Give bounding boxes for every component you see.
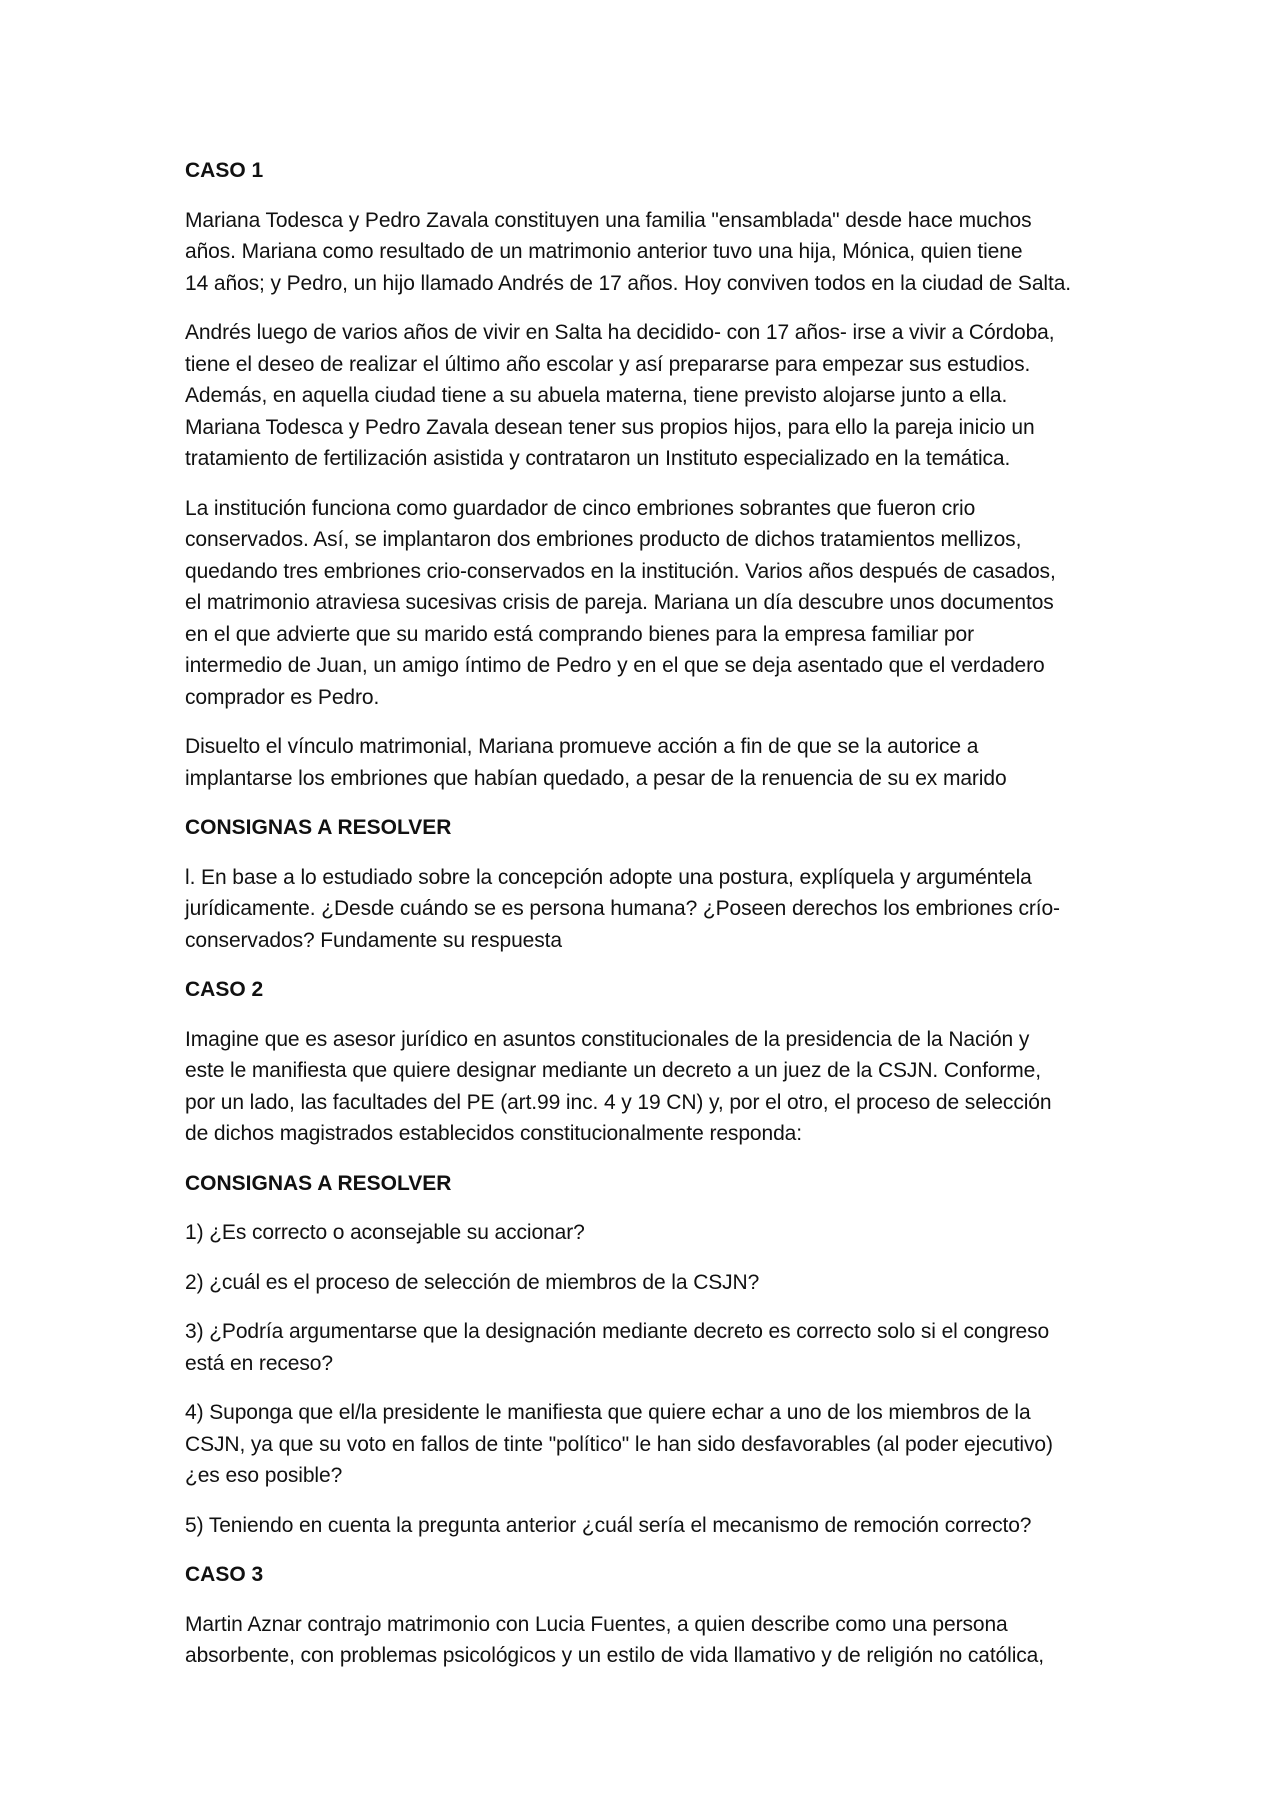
text-line: jurídicamente. ¿Desde cuándo se es persona humana? ¿Poseen derechos los embriones crío- xyxy=(185,897,1060,920)
case1-paragraph-4 xyxy=(185,731,1105,794)
text-line: este le manifiesta que quiere designar mediante un decreto a un juez de la CSJN. Conforme, xyxy=(185,1059,1041,1082)
text-line: Imagine que es asesor jurídico en asuntos constitucionales de la presidencia de la Nación y xyxy=(185,1027,1030,1051)
text-line: absorbente, con problemas psicológicos y un estilo de vida llamativo y de religión no católica, xyxy=(185,1644,1044,1667)
text-line: tratamiento de fertilización asistida y contrataron un Instituto especializado en la temática. xyxy=(185,447,1011,470)
text-line: Mariana Todesca y Pedro Zavala desean tener sus propios hijos, para ello la pareja inicio un xyxy=(185,415,1035,439)
case2-paragraph-1 xyxy=(185,1024,1105,1150)
text-line: implantarse los embriones que habían quedado, a pesar de la renuencia de su ex marido xyxy=(185,766,1007,790)
text-line: ¿es eso posible? xyxy=(185,1464,343,1487)
text-line: años. Mariana como resultado de un matrimonio anterior tuvo una hija, Mónica, quien tiene xyxy=(185,240,1023,263)
text-line: 5) Teniendo en cuenta la pregunta anterior ¿cuál sería el mecanismo de remoción correcto? xyxy=(185,1513,1032,1537)
text-line: tiene el deseo de realizar el último año escolar y así prepararse para empezar sus estudios. xyxy=(185,352,1031,376)
text-line: Martin Aznar contrajo matrimonio con Lucia Fuentes, a quien describe como una persona xyxy=(185,1612,1008,1636)
case2-question-1 xyxy=(185,1217,1105,1249)
text-line: 3) ¿Podría argumentarse que la designación mediante decreto es correcto solo si el congreso xyxy=(185,1320,1050,1343)
text-line: CSJN, ya que su voto en fallos de tinte "político" le han sido desfavorables (al poder ejecutivo) xyxy=(185,1432,1053,1456)
case3-paragraph-1 xyxy=(185,1609,1105,1672)
case1-paragraph-1 xyxy=(185,205,1105,300)
text-line: La institución funciona como guardador de cinco embriones sobrantes que fueron crio xyxy=(185,496,976,520)
text-line: 4) Suponga que el/la presidente le manifiesta que quiere echar a uno de los miembros de la xyxy=(185,1401,1031,1424)
text-line: Andrés luego de varios años de vivir en Salta ha decidido- con 17 años- irse a vivir a Córdoba, xyxy=(185,321,1055,344)
text-line: en el que advierte que su marido está comprando bienes para la empresa familiar por xyxy=(185,622,974,646)
case3-title: CASO 3 xyxy=(185,1563,264,1586)
text-line: 14 años; y Pedro, un hijo llamado Andrés de 17 años. Hoy conviven todos en la ciudad de Salta. xyxy=(185,271,1072,295)
case2-question-2 xyxy=(185,1267,1105,1299)
text-line: Mariana Todesca y Pedro Zavala constituyen una familia "ensamblada" desde hace muchos xyxy=(185,208,1032,232)
case1-consigna-1 xyxy=(185,862,1105,957)
text-line: Además, en aquella ciudad tiene a su abuela materna, tiene previsto alojarse junto a ella. xyxy=(185,384,1008,407)
case1-title: CASO 1 xyxy=(185,159,264,182)
case2-consignas-title: CONSIGNAS A RESOLVER xyxy=(185,1171,452,1195)
text-line: está en receso? xyxy=(185,1351,333,1375)
text-line: intermedio de Juan, un amigo íntimo de Pedro y en el que se deja asentado que el verdadero xyxy=(185,654,1045,677)
case1-consignas-title: CONSIGNAS A RESOLVER xyxy=(185,816,452,839)
case2-question-3 xyxy=(185,1316,1105,1379)
text-line: 2) ¿cuál es el proceso de selección de miembros de la CSJN? xyxy=(185,1270,760,1294)
case1-paragraph-2 xyxy=(185,317,1105,475)
text-line: comprador es Pedro. xyxy=(185,685,380,709)
document-page xyxy=(185,155,1105,1690)
text-line: de dichos magistrados establecidos constitucionalmente responda: xyxy=(185,1122,802,1145)
case2-question-4 xyxy=(185,1397,1105,1492)
case2-question-5 xyxy=(185,1510,1105,1542)
text-line: 1) ¿Es correcto o aconsejable su accionar? xyxy=(185,1221,585,1244)
case1-paragraph-3 xyxy=(185,493,1105,714)
text-line: Disuelto el vínculo matrimonial, Mariana promueve acción a fin de que se la autorice a xyxy=(185,735,979,758)
text-line: conservados. Así, se implantaron dos embriones producto de dichos tratamientos mellizos, xyxy=(185,528,1022,551)
text-line: conservados? Fundamente su respuesta xyxy=(185,928,562,952)
text-line: por un lado, las facultades del PE (art.99 inc. 4 y 19 CN) y, por el otro, el proceso de selección xyxy=(185,1090,1052,1114)
case2-title: CASO 2 xyxy=(185,978,264,1001)
text-line: l. En base a lo estudiado sobre la concepción adopte una postura, explíquela y arguméntela xyxy=(185,865,1032,889)
text-line: el matrimonio atraviesa sucesivas crisis de pareja. Mariana un día descubre unos documentos xyxy=(185,591,1054,614)
text-line: quedando tres embriones crio-conservados en la institución. Varios años después de casados, xyxy=(185,559,1056,583)
